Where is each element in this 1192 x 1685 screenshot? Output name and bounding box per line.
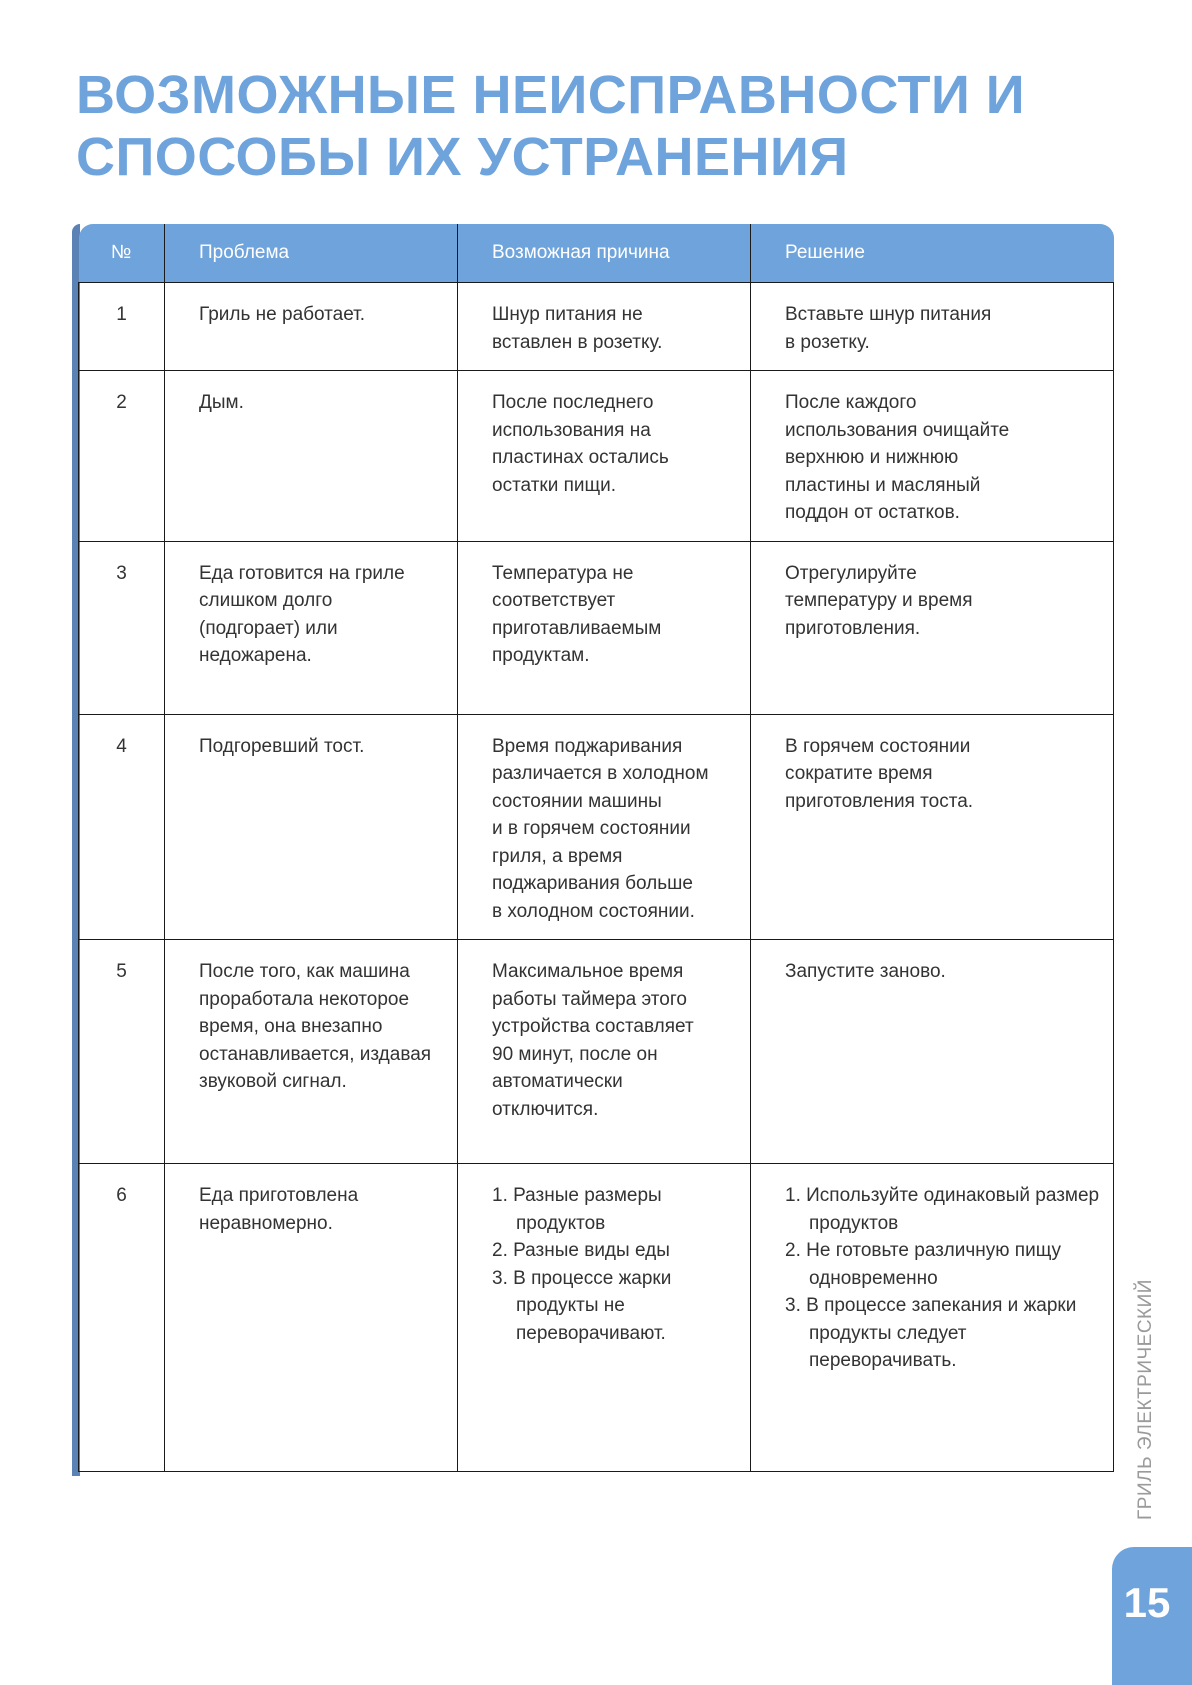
text-line: соответствует [492, 590, 616, 611]
text-line: пластинах остались [492, 447, 669, 468]
table-row [79, 1164, 1114, 1472]
list-item: 2. Не готовьте различную пищу одновременно [785, 1240, 1062, 1289]
text-line: использования на [492, 419, 651, 441]
text-line: сократите время [785, 763, 933, 784]
header-number: № [79, 224, 165, 283]
text-line: работы таймера этого [492, 988, 687, 1010]
cause-cell [458, 283, 751, 371]
list-item: 1. Разные размеры продуктов [492, 1185, 662, 1234]
text-line: Еда готовится на гриле [199, 562, 405, 584]
row-number: 6 [79, 1164, 165, 1472]
text-line: Подгоревший тост. [199, 735, 365, 757]
problem-cell [165, 283, 458, 371]
solution-cell [751, 940, 1114, 1164]
page-title [76, 64, 1076, 188]
row-number: 3 [79, 541, 165, 714]
text-line: время, она внезапно [199, 1016, 383, 1037]
text-line: После последнего [492, 392, 654, 413]
cause-cell [458, 714, 751, 940]
text-line: проработала некоторое [199, 988, 410, 1010]
text-line: использования очищайте [785, 419, 1010, 441]
text-line: Температура не [492, 562, 634, 584]
table-header-row [79, 224, 1114, 283]
problem-cell [165, 940, 458, 1164]
list-item: 3. В процессе запекания и жарки продукты следует переворачивать. [785, 1295, 1077, 1371]
text-line: устройства составляет [492, 1016, 694, 1037]
text-line: автоматически [492, 1071, 623, 1092]
text-line: остатки пищи. [492, 474, 617, 496]
text-line: В горячем состоянии [785, 735, 971, 757]
cause-cell [458, 1164, 751, 1472]
list-item: 3. В процессе жарки продукты не переворачивают. [492, 1267, 672, 1344]
page-title-line-1: ВОЗМОЖНЫЕ НЕИСПРАВНОСТИ И [76, 65, 1026, 125]
text-line: продуктам. [492, 645, 590, 666]
text-line: звуковой сигнал. [199, 1071, 347, 1092]
problem-cell [165, 1164, 458, 1472]
cause-cell [458, 541, 751, 714]
text-line: Дым. [199, 392, 244, 413]
solution-cell [751, 371, 1114, 542]
row-number: 4 [79, 714, 165, 940]
text-line: недожарена. [199, 645, 312, 666]
cause-cell [458, 371, 751, 542]
text-line: После того, как машина [199, 961, 410, 982]
text-line: приготавливаемым [492, 617, 662, 639]
table-row [79, 541, 1114, 714]
text-line: Максимальное время [492, 961, 684, 982]
solution-cell [751, 1164, 1114, 1472]
row-number: 2 [79, 371, 165, 542]
header-solution: Решение [751, 224, 1114, 283]
text-line: гриля, а время [492, 845, 623, 867]
solution-list [785, 1182, 1101, 1375]
table-row [79, 714, 1114, 940]
text-line: Еда приготовлена [199, 1185, 359, 1206]
text-line: в розетку. [785, 331, 870, 353]
text-line: и в горячем состоянии [492, 818, 691, 839]
table-row [79, 940, 1114, 1164]
text-line: приготовления. [785, 617, 921, 639]
list-item: 2. Разные виды еды [492, 1240, 670, 1261]
text-line: Отрегулируйте [785, 562, 917, 584]
text-line: температуру и время [785, 590, 973, 611]
list-item: 1. Используйте одинаковый размер продуктов [785, 1185, 1100, 1234]
section-side-label: ГРИЛЬ ЭЛЕКТРИЧЕСКИЙ [1135, 1279, 1156, 1520]
text-line: верхнюю и нижнюю [785, 447, 959, 468]
problem-cell [165, 541, 458, 714]
text-line: Гриль не работает. [199, 304, 366, 325]
solution-cell [751, 283, 1114, 371]
text-line: отключится. [492, 1098, 599, 1120]
text-line: различается в холодном [492, 763, 709, 784]
text-line: останавливается, издавая [199, 1043, 432, 1065]
text-line: вставлен в розетку. [492, 331, 663, 353]
text-line: неравномерно. [199, 1212, 333, 1234]
troubleshooting-table [78, 224, 1114, 1472]
text-line: состоянии машины [492, 790, 662, 812]
text-line: 90 минут, после он [492, 1043, 658, 1065]
cause-cell [458, 940, 751, 1164]
text-line: Время поджаривания [492, 735, 683, 757]
text-line: пластины и масляный [785, 474, 981, 496]
page-title-line-2: СПОСОБЫ ИХ УСТРАНЕНИЯ [76, 127, 849, 187]
problem-cell [165, 714, 458, 940]
solution-cell [751, 714, 1114, 940]
row-number: 1 [79, 283, 165, 371]
text-line: После каждого [785, 392, 917, 413]
text-line: приготовления тоста. [785, 790, 974, 812]
troubleshooting-table-container [72, 224, 1113, 1476]
text-line: (подгорает) или [199, 617, 338, 639]
header-problem: Проблема [165, 224, 458, 283]
table-row [79, 371, 1114, 542]
page-number-tab [1112, 1547, 1192, 1685]
solution-cell [751, 541, 1114, 714]
text-line: Вставьте шнур питания [785, 304, 992, 325]
header-cause: Возможная причина [458, 224, 751, 283]
cause-list [492, 1182, 738, 1347]
text-line: поддон от остатков. [785, 502, 960, 523]
page-number: 15 [1123, 1579, 1171, 1626]
problem-cell [165, 371, 458, 542]
text-line: слишком долго [199, 590, 333, 611]
row-number: 5 [79, 940, 165, 1164]
text-line: в холодном состоянии. [492, 900, 695, 922]
table-row [79, 283, 1114, 371]
text-line: Шнур питания не [492, 304, 643, 325]
text-line: Запустите заново. [785, 961, 946, 982]
text-line: поджаривания больше [492, 873, 693, 894]
